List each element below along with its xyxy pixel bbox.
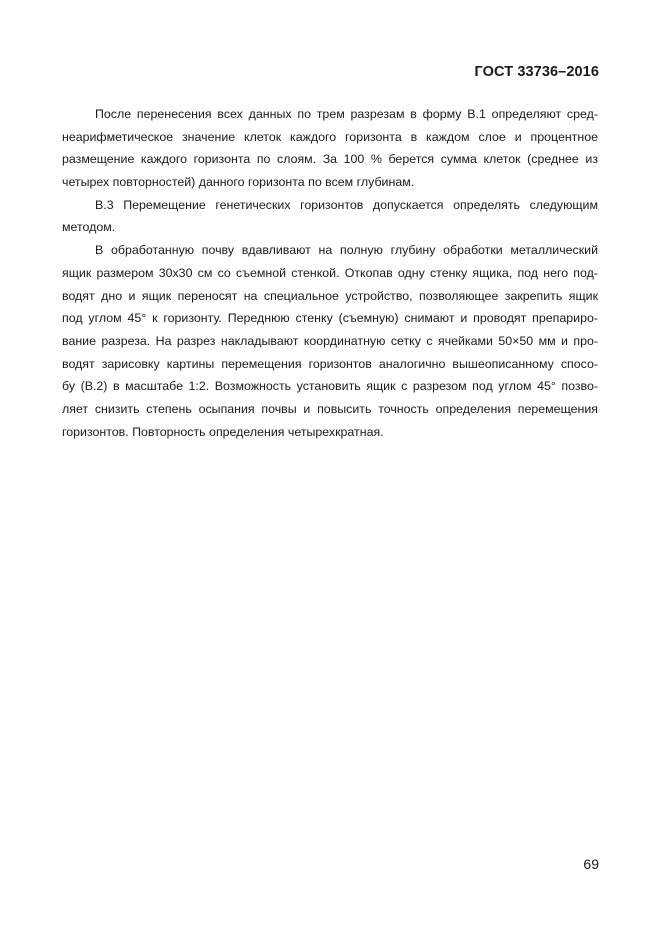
text-line: четырех повторностей) данного горизонта по всем глубинам. (62, 175, 415, 190)
text-line: неарифметическое значение клеток каждого горизонта в каждом слое и процентное (62, 129, 598, 144)
text-line: ящик размером 30х30 см со съемной стенкой. Откопав одну стенку ящика, под него под- (62, 265, 598, 280)
text-line: методом. (62, 220, 116, 235)
text-line: под углом 45° к горизонту. Переднюю стенку (съемную) снимают и проводят препариро- (62, 311, 598, 326)
text-line: вание разреза. На разрез накладывают координатную сетку с ячейками 50×50 мм и про- (62, 333, 598, 348)
text-line: бу (В.2) в масштабе 1:2. Возможность установить ящик с разрезом под углом 45° позво- (62, 379, 598, 394)
text-line: В обработанную почву вдавливают на полную глубину обработки металлический (95, 243, 598, 258)
body-text (62, 103, 598, 443)
paragraph (62, 194, 598, 239)
text-line: размещение каждого горизонта по слоям. За 100 % берется сумма клеток (среднее из (62, 152, 598, 167)
page-number: 69 (583, 856, 599, 872)
paragraph (62, 239, 598, 443)
paragraph (62, 103, 598, 194)
text-line: водят зарисовку картины перемещения горизонтов аналогично вышеописанному спосо- (62, 356, 598, 371)
text-line: В.3 Перемещение генетических горизонтов допускается определять следующим (95, 197, 598, 212)
text-line: горизонтов. Повторность определения четырехкратная. (62, 424, 384, 439)
text-line: ляет снизить степень осыпания почвы и повысить точность определения перемещения (62, 401, 598, 416)
text-line: водят дно и ящик переносят на специальное устройство, позволяющее закрепить ящик (62, 288, 598, 303)
standard-header: ГОСТ 33736–2016 (474, 64, 599, 80)
text-line: После перенесения всех данных по трем разрезам в форму В.1 определяют сред- (95, 107, 598, 121)
